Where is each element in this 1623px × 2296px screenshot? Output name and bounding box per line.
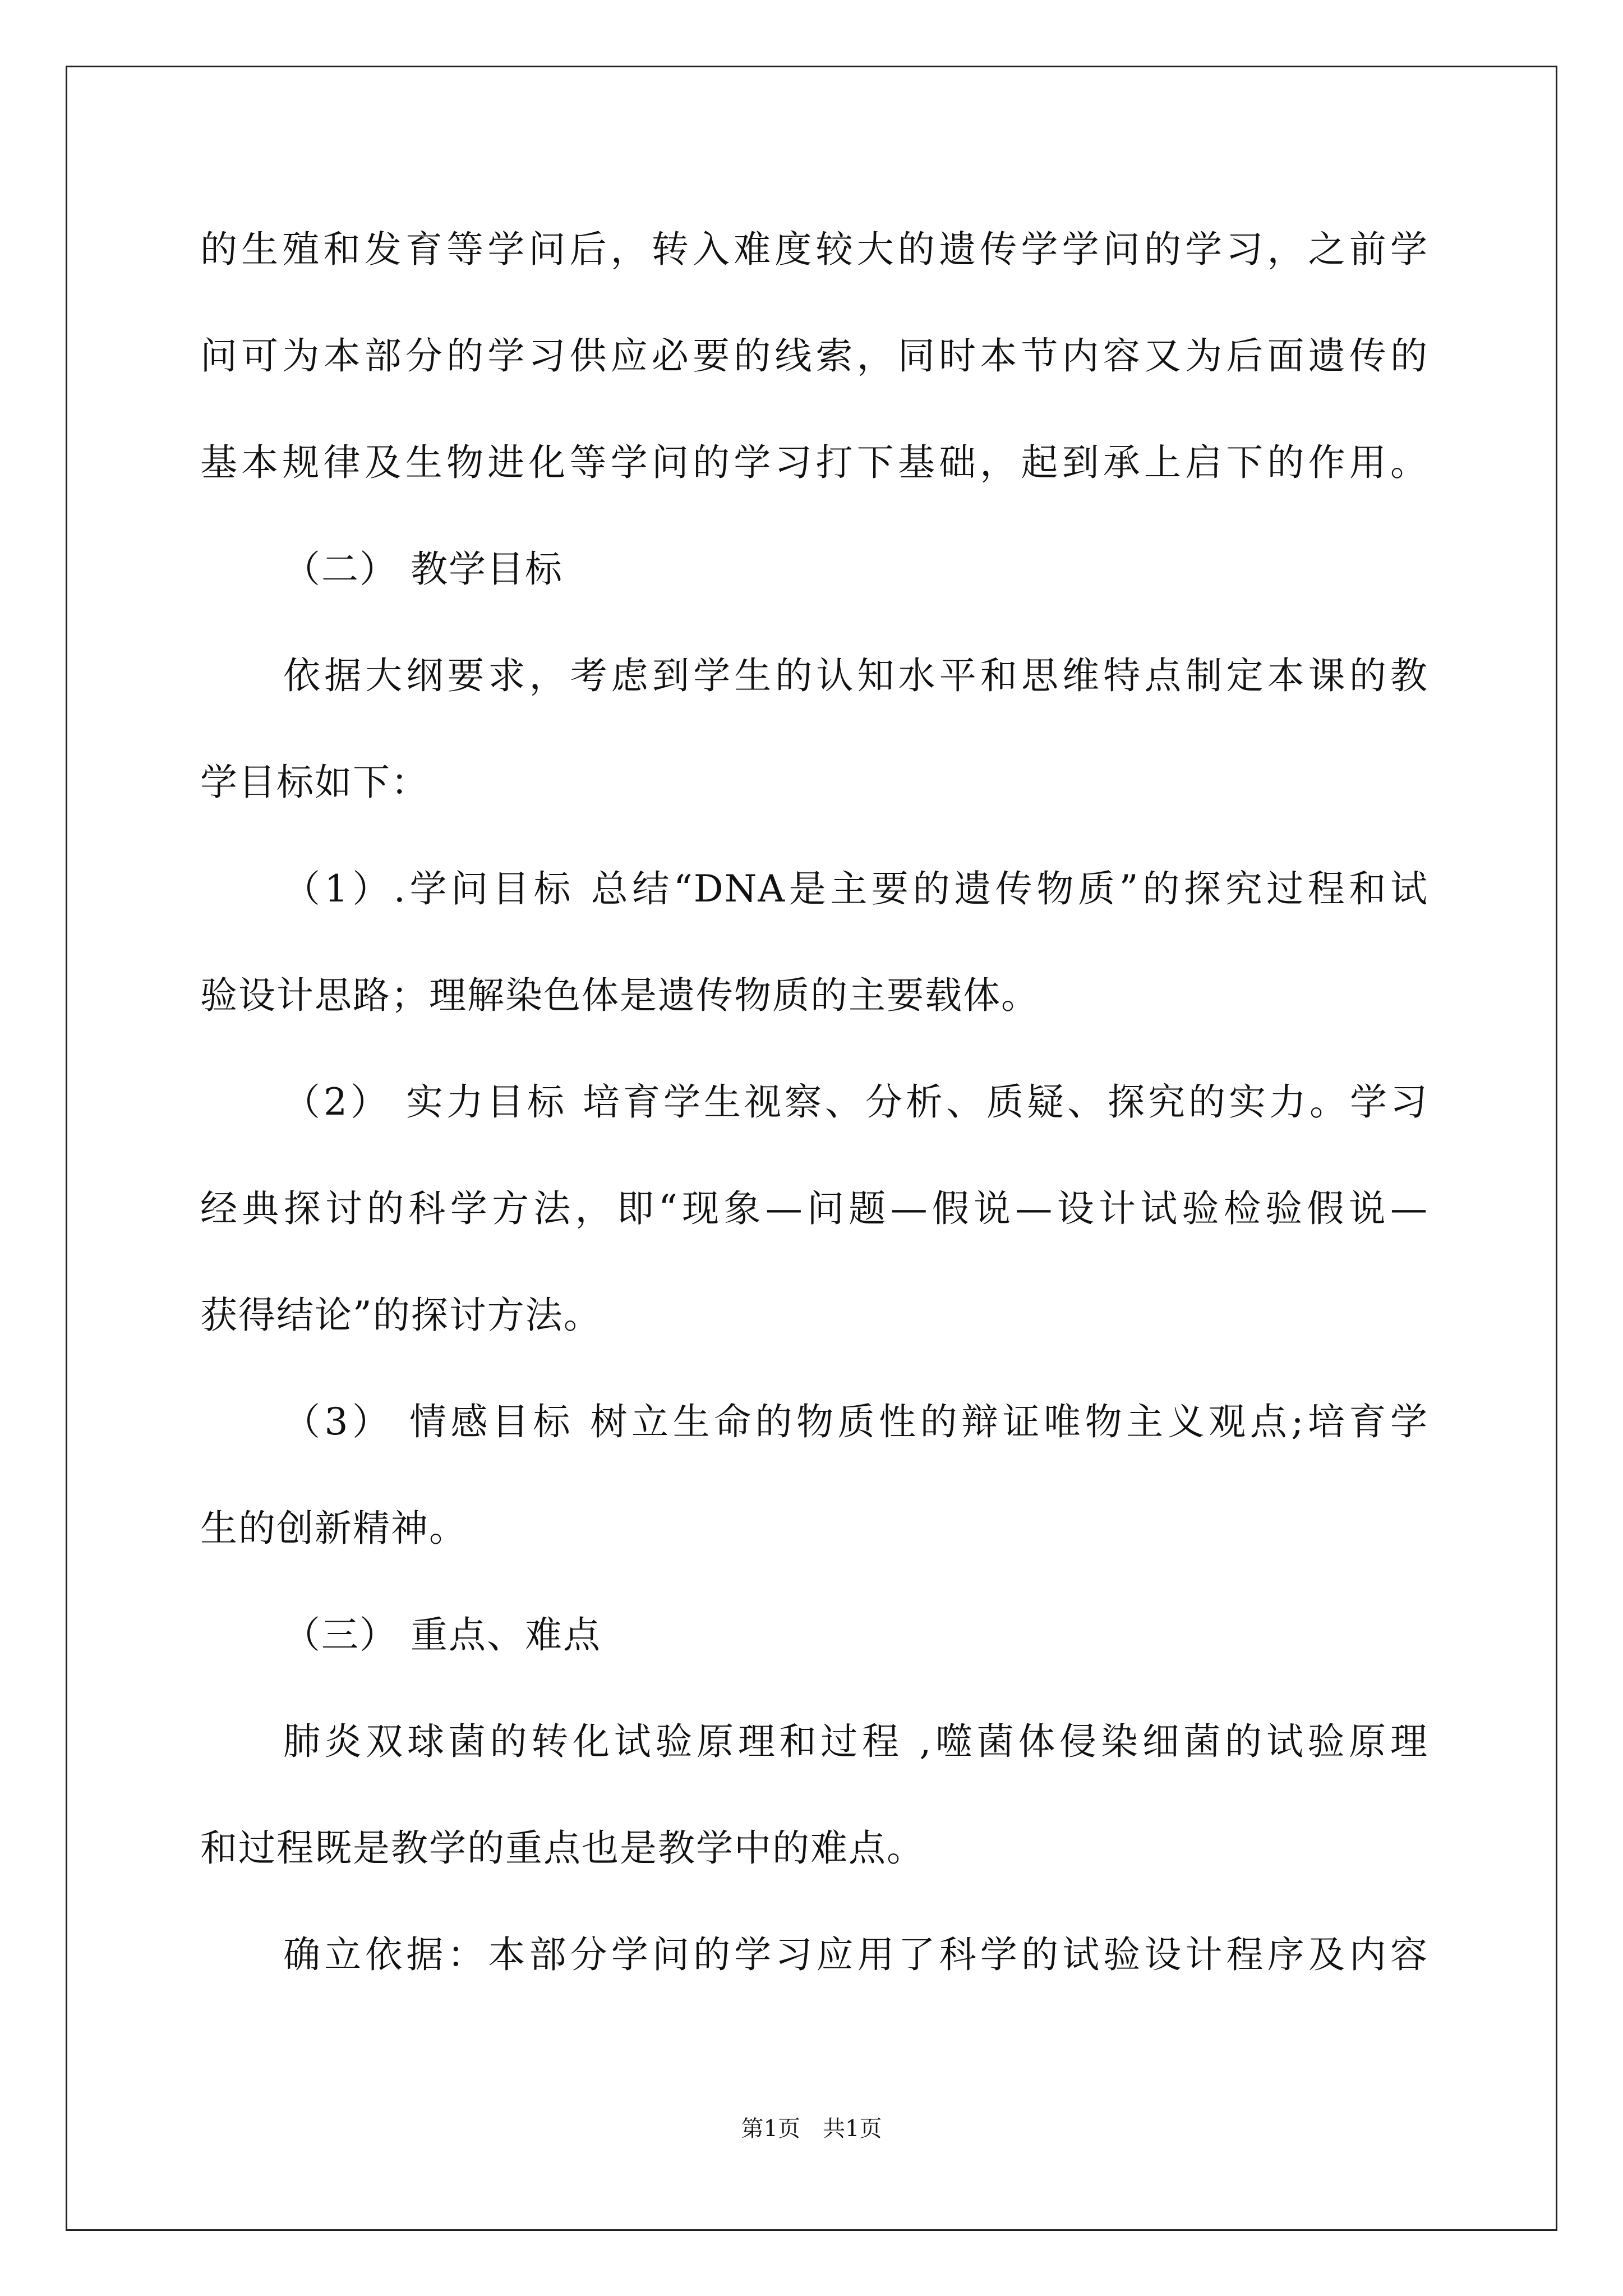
section-heading: （二） 教学目标: [283, 547, 563, 591]
page-number-footer: 第1页 共1页: [741, 2116, 882, 2142]
body-text-line: 问可为本部分的学习供应必要的线索，同时本节内容又为后面遗传的: [200, 334, 1428, 378]
body-text-line: （2） 实力目标 培育学生视察、分析、质疑、探究的实力。学习: [283, 1080, 1428, 1124]
body-text-line: 生的创新精神。: [200, 1507, 467, 1550]
body-text-line: （3） 情感目标 树立生命的物质性的辩证唯物主义观点;培育学: [283, 1400, 1428, 1443]
body-text-line: 获得结论”的探讨方法。: [200, 1294, 602, 1337]
body-text-line: 确立依据：本部分学问的学习应用了科学的试验设计程序及内容: [283, 1933, 1428, 1976]
body-text-line: 学目标如下：: [200, 761, 429, 804]
body-text-line: 和过程既是教学的重点也是教学中的难点。: [200, 1826, 925, 1870]
body-text-line: 基本规律及生物进化等学问的学习打下基础，起到承上启下的作用。: [200, 441, 1428, 484]
section-heading: （三） 重点、难点: [283, 1613, 601, 1657]
page-border: [66, 66, 1557, 2231]
body-text-line: 的生殖和发育等学问后，转入难度较大的遗传学学问的学习，之前学: [200, 228, 1428, 271]
body-text-line: 经典探讨的科学方法，即“现象—问题—假说—设计试验检验假说—: [200, 1187, 1428, 1230]
body-text-line: 肺炎双球菌的转化试验原理和过程 ,噬菌体侵染细菌的试验原理: [283, 1720, 1428, 1763]
body-text-line: （1）.学问目标 总结“DNA是主要的遗传物质”的探究过程和试: [283, 867, 1428, 910]
body-text-line: 验设计思路；理解染色体是遗传物质的主要载体。: [200, 974, 1039, 1017]
body-text-line: 依据大纲要求，考虑到学生的认知水平和思维特点制定本课的教: [283, 654, 1428, 697]
